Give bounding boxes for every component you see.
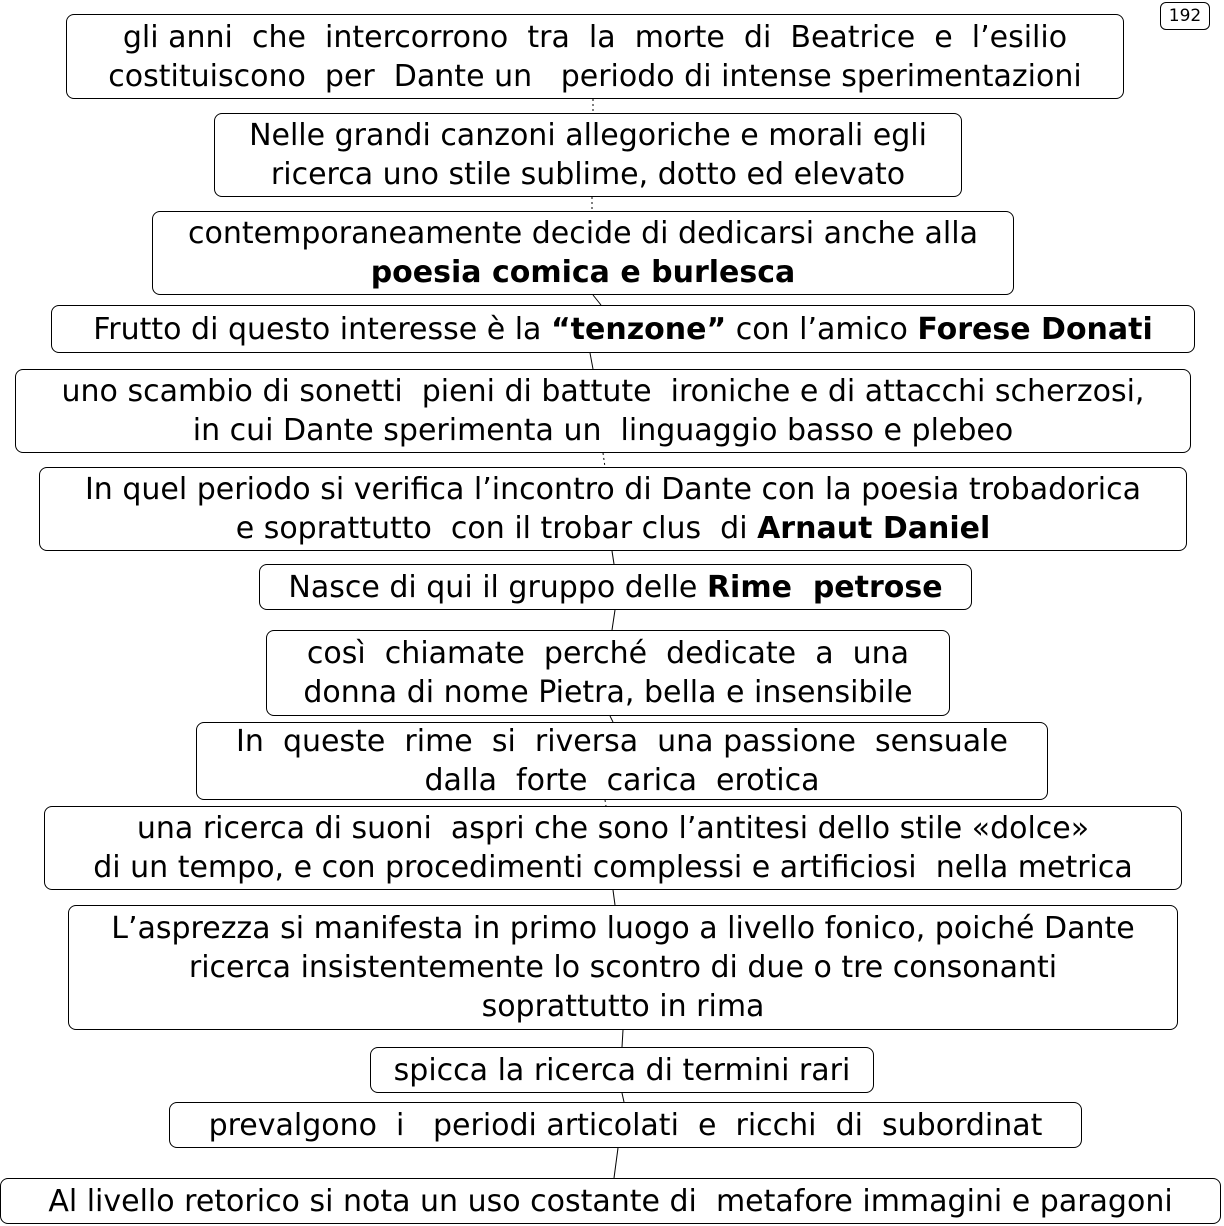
text-run: contemporaneamente decide di dedicarsi anche alla xyxy=(188,216,978,251)
node-5 xyxy=(15,369,1191,453)
text-run: così chiamate perché dedicate a una xyxy=(306,636,910,671)
node-line xyxy=(40,509,1186,548)
text-run: una ricerca di suoni aspri che sono l’antitesi dello stile «dolce» xyxy=(136,811,1090,846)
page-number-badge: 192 xyxy=(1160,2,1210,30)
node-4 xyxy=(51,305,1195,353)
connector-13-14 xyxy=(614,1148,618,1178)
bold-text: “tenzone” xyxy=(550,311,727,347)
text-run: prevalgono i periodi articolati e ricchi di subordinat xyxy=(208,1107,1043,1143)
text-run: In quel periodo si verifica l’incontro di Dante con la poesia trobadorica xyxy=(84,472,1142,507)
text-run: Al livello retorico si nota un uso costante di metafore immagini e paragoni xyxy=(48,1183,1173,1219)
node-1 xyxy=(66,14,1124,99)
text-run: spicca la ricerca di termini rari xyxy=(393,1052,851,1088)
node-line xyxy=(170,1106,1081,1145)
node-line xyxy=(153,253,1013,292)
node-line xyxy=(69,948,1177,987)
text-run: ricerca uno stile sublime, dotto ed elevato xyxy=(270,157,906,192)
text-run: ricerca insistentemente lo scontro di due o tre consonanti xyxy=(188,950,1058,985)
node-line xyxy=(267,673,949,712)
bold-text: Forese Donati xyxy=(917,311,1153,347)
node-line xyxy=(67,57,1123,96)
node-14 xyxy=(0,1178,1221,1224)
node-line xyxy=(215,116,961,155)
node-line xyxy=(371,1051,873,1090)
node-line xyxy=(260,568,971,607)
text-run: Nelle grandi canzoni allegoriche e morali egli xyxy=(249,118,927,153)
node-13 xyxy=(169,1102,1082,1148)
node-line xyxy=(16,372,1190,411)
node-line xyxy=(52,310,1194,349)
node-line xyxy=(197,761,1047,800)
text-run: Frutto di questo interesse è la xyxy=(93,311,551,347)
text-run: gli anni che intercorrono tra la morte di Beatrice e l’esilio xyxy=(122,19,1068,55)
node-2 xyxy=(214,113,962,197)
connector-4-5 xyxy=(590,353,593,369)
connector-7-8 xyxy=(612,610,615,630)
connector-6-7 xyxy=(612,551,614,564)
text-run: costituiscono per Dante un periodo di intense sperimentazioni xyxy=(108,58,1082,94)
node-3 xyxy=(152,211,1014,295)
node-line xyxy=(16,411,1190,450)
node-7 xyxy=(259,564,972,610)
text-run: in cui Dante sperimenta un linguaggio basso e plebeo xyxy=(192,413,1014,448)
node-11 xyxy=(68,905,1178,1030)
text-run: L’asprezza si manifesta in primo luogo a livello fonico, poiché Dante xyxy=(111,911,1135,946)
node-line xyxy=(197,722,1047,761)
connector-12-13 xyxy=(622,1093,624,1102)
node-line xyxy=(45,809,1181,848)
node-12 xyxy=(370,1047,874,1093)
node-line xyxy=(153,214,1013,253)
connector-5-6 xyxy=(603,453,605,467)
node-9 xyxy=(196,722,1048,800)
text-run: Nasce di qui il gruppo delle xyxy=(288,569,707,605)
bold-text: Arnaut Daniel xyxy=(757,511,991,546)
text-run: di un tempo, e con procedimenti complessi e artificiosi nella metrica xyxy=(93,850,1133,885)
connector-10-11 xyxy=(613,890,615,905)
text-run: con l’amico xyxy=(726,311,918,347)
node-line xyxy=(69,987,1177,1026)
text-run: In queste rime si riversa una passione sensuale xyxy=(236,724,1008,759)
node-line xyxy=(267,634,949,673)
text-run: dalla forte carica erotica xyxy=(424,763,820,798)
node-line xyxy=(45,848,1181,887)
node-8 xyxy=(266,630,950,716)
bold-text: Rime petrose xyxy=(706,569,943,605)
node-line xyxy=(69,909,1177,948)
text-run: donna di nome Pietra, bella e insensibile xyxy=(303,675,913,710)
text-run: soprattutto in rima xyxy=(481,989,765,1024)
bold-text: poesia comica e burlesca xyxy=(370,255,796,290)
text-run: uno scambio di sonetti pieni di battute ironiche e di attacchi scherzosi, xyxy=(61,374,1145,409)
node-line xyxy=(67,18,1123,57)
node-line xyxy=(215,155,961,194)
text-run: e soprattutto con il trobar clus di xyxy=(235,511,758,546)
node-line xyxy=(1,1182,1220,1221)
connector-11-12 xyxy=(622,1030,623,1047)
node-10 xyxy=(44,806,1182,890)
connector-3-4 xyxy=(593,295,601,305)
node-6 xyxy=(39,467,1187,551)
node-line xyxy=(40,470,1186,509)
